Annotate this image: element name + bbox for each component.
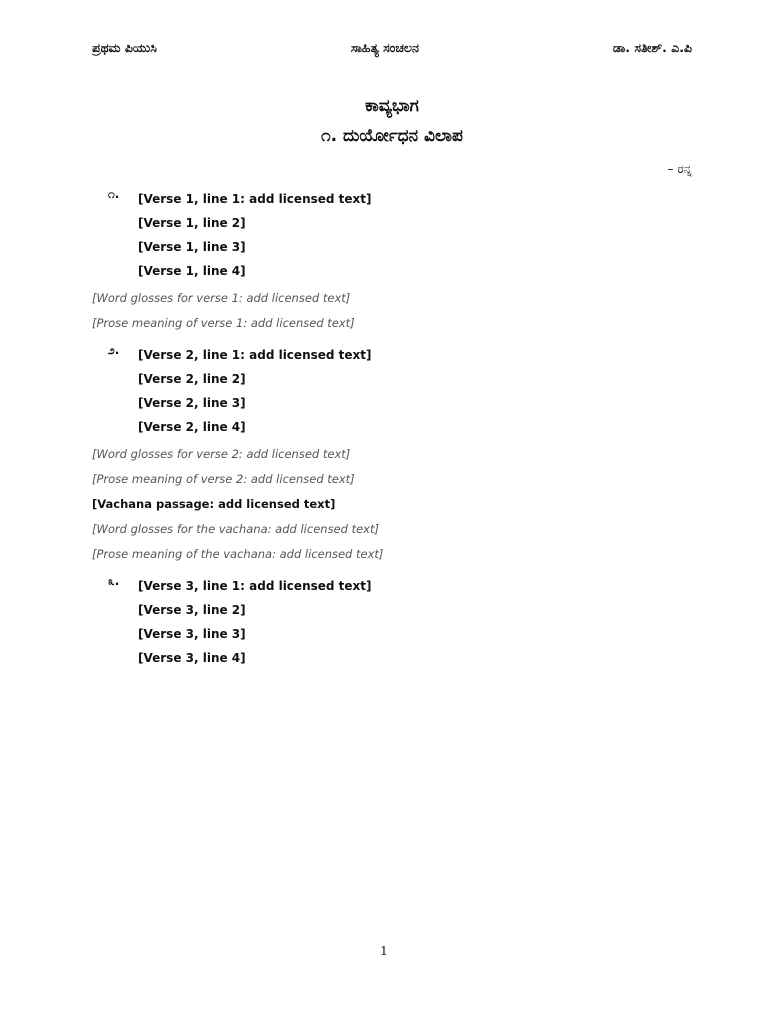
gloss-paragraph: [Word glosses for the vachana: add licensed text] <box>92 522 379 536</box>
header-book: ಸಾಹಿತ್ಯ ಸಂಚಲನ <box>350 40 419 55</box>
verse-line: [Verse 1, line 3] <box>138 240 246 254</box>
verse-line: [Verse 2, line 3] <box>138 396 246 410</box>
verse-number: ೧. <box>108 187 120 201</box>
verse-line: [Verse 1, line 2] <box>138 216 246 230</box>
verse-line: [Verse 2, line 4] <box>138 420 246 434</box>
verse-line: [Verse 3, line 3] <box>138 627 246 641</box>
title-block <box>92 96 692 146</box>
verse-line: [Verse 1, line 4] <box>138 264 246 278</box>
verse-lines <box>138 187 372 283</box>
verse-line: [Verse 3, line 4] <box>138 651 246 665</box>
section-title: ಕಾವ್ಯಭಾಗ <box>365 96 419 116</box>
verse-3 <box>92 574 692 670</box>
running-header <box>92 40 692 56</box>
verse-line: [Verse 3, line 1: add licensed text] <box>138 579 372 593</box>
meaning-paragraph: [Prose meaning of the vachana: add licensed text] <box>92 547 384 561</box>
gloss-paragraph: [Word glosses for verse 1: add licensed text] <box>92 291 351 305</box>
vachana-passage: [Vachana passage: add licensed text] <box>92 497 336 511</box>
verse-line: [Verse 2, line 2] <box>138 372 246 386</box>
poet-name: – ರನ್ನ <box>667 162 692 176</box>
meaning-paragraph: [Prose meaning of verse 2: add licensed text] <box>92 472 355 486</box>
verse-1 <box>92 187 692 283</box>
page-number: 1 <box>380 944 388 958</box>
verse-2 <box>92 343 692 439</box>
verse-line: [Verse 2, line 1: add licensed text] <box>138 348 372 362</box>
verse-line: [Verse 3, line 2] <box>138 603 246 617</box>
lesson-title: ೧. ದುರ್ಯೋಧನ ವಿಲಾಪ <box>321 126 463 146</box>
verse-line: [Verse 1, line 1: add licensed text] <box>138 192 372 206</box>
verse-number: ೩. <box>108 574 120 588</box>
header-course: ಪ್ರಥಮ ಪಿಯುಸಿ <box>92 40 157 55</box>
verse-number: ೨. <box>108 343 120 357</box>
verse-lines <box>138 574 372 670</box>
header-author: ಡಾ. ಸತೀಶ್. ಎ.ಪಿ <box>612 40 692 55</box>
page-content <box>92 40 692 670</box>
gloss-paragraph: [Word glosses for verse 2: add licensed text] <box>92 447 351 461</box>
verse-lines <box>138 343 372 439</box>
meaning-paragraph: [Prose meaning of verse 1: add licensed text] <box>92 316 355 330</box>
